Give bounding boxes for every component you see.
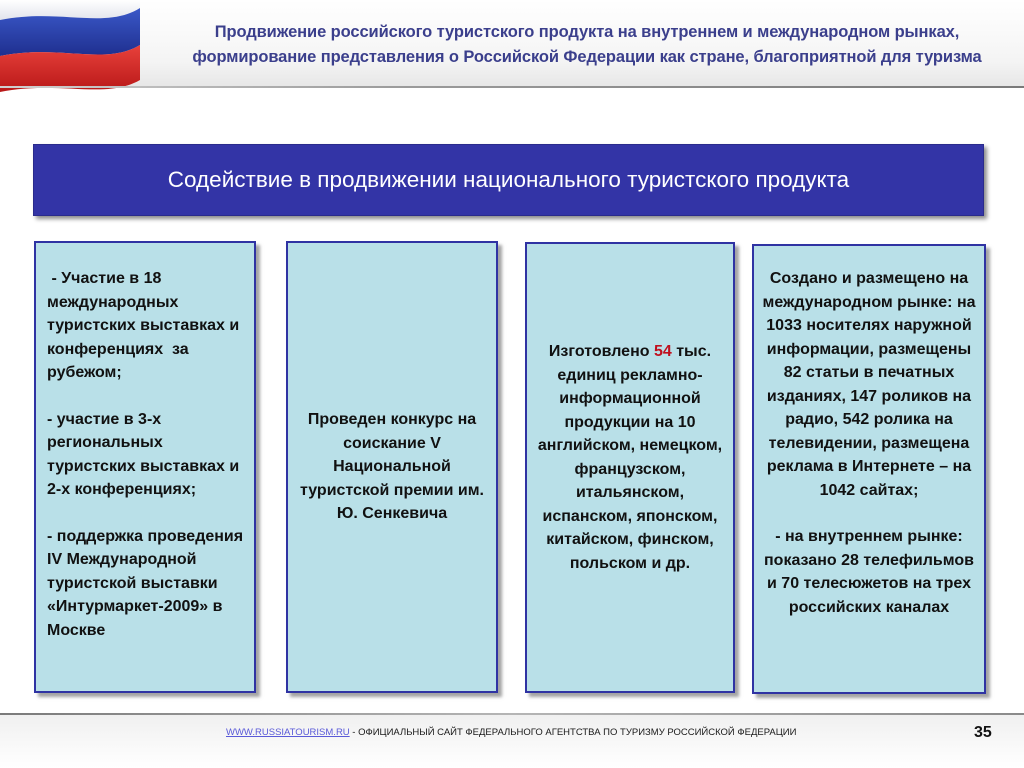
title-line-1: Продвижение российского туристского продукта на внутреннем и международном рынках, — [214, 23, 960, 41]
card1-item-3: - поддержка проведения IV Международной туристской выставки «Интурмаркет-2009» в Москве — [47, 527, 244, 639]
card2-text: Проведен конкурс на соискание V Национальной туристской премии им. Ю. Сенкевича — [300, 411, 484, 523]
card1-item-1: - Участие в 18 международных туристских выставках и конференциях за рубежом; — [47, 270, 244, 381]
card-media-placement — [752, 244, 986, 694]
section-banner — [33, 144, 984, 216]
card-contest — [286, 241, 498, 693]
card-exhibitions — [34, 241, 256, 693]
banner-title: Содействие в продвижении национального туристского продукта — [167, 167, 850, 192]
card3-text — [533, 340, 727, 575]
card4-part-2: - на внутреннем рынке: показано 28 телефильмов и 70 телесюжетов на трех российских каналах — [764, 528, 974, 616]
footer-caption — [226, 727, 796, 738]
card3-prefix: Изготовлено — [548, 343, 654, 360]
footer — [0, 715, 1024, 768]
page-title — [150, 20, 1024, 70]
page-number: 35 — [974, 724, 992, 741]
card3-suffix: тыс. единиц рекламно-информационной продукции на 10 английском, немецком, французском, итальянском, испанском, японском, китайском, финском, польском и др. — [537, 343, 727, 572]
russian-flag-icon — [0, 0, 140, 100]
card3-highlight-number: 54 — [653, 343, 672, 360]
card1-item-2: - участие в 3-х региональных туристских выставках и 2-х конференциях; — [47, 410, 240, 498]
header-divider — [0, 86, 1024, 88]
footer-description: - ОФИЦИАЛЬНЫЙ САЙТ ФЕДЕРАЛЬНОГО АГЕНТСТВА ПО ТУРИЗМУ РОССИЙСКОЙ ФЕДЕРАЦИИ — [349, 727, 797, 738]
footer-site-link[interactable]: WWW.RUSSIATOURISM.RU — [226, 727, 350, 738]
card4-part-1: Создано и размещено на международном рынке: на 1033 носителях наружной информации, размещены 82 статьи в печатных изданиях, 147 роликов на радио, 542 ролика на телевидении, размещена реклама в Интернете – на 1042 сайтах; — [762, 270, 976, 499]
card-promo-materials — [525, 242, 735, 693]
title-line-2: формирование представления о Российской Федерации как стране, благоприятной для туризма — [192, 48, 982, 66]
